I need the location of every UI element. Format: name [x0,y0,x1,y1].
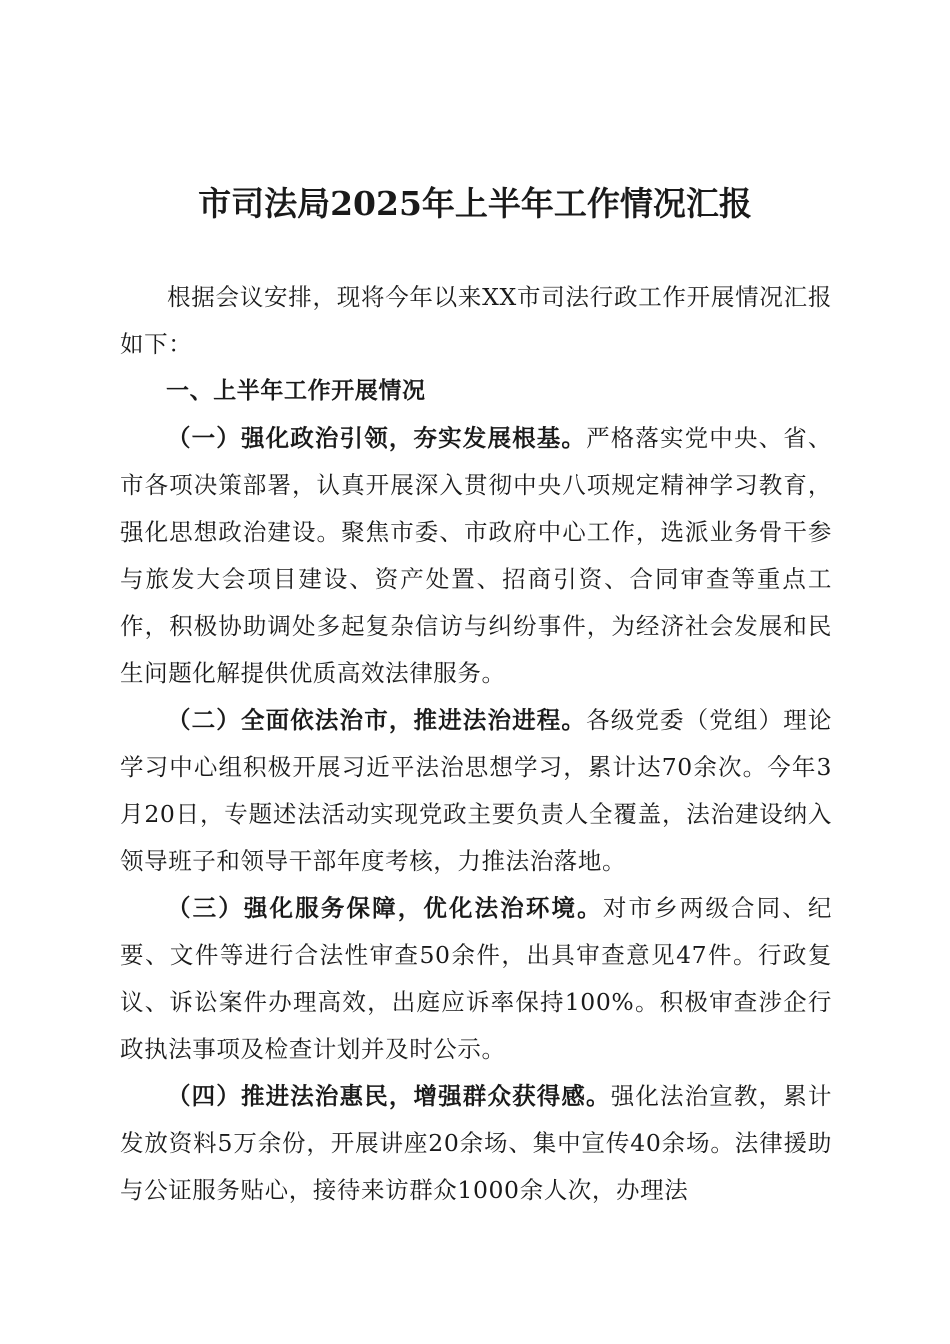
paragraph-4-text: 强化法治宣教，累计发放资料5万余份，开展讲座20余场、集中宣传40余场。法律援助与公证服务贴心，接待来访群众1000余人次，办理法 [120,1082,832,1204]
paragraph-1-lead: （一）强化政治引领，夯实发展根基。 [167,424,587,452]
document-title: 市司法局2025年上半年工作情况汇报 [198,184,752,223]
paragraph-2 [120,697,832,885]
paragraph-3 [120,885,832,1073]
paragraph-4 [120,1073,832,1214]
paragraph-1 [120,415,832,697]
paragraph-2-lead: （二）全面依法治市，推进法治进程。 [167,706,587,734]
paragraph-2-text: 各级党委（党组）理论学习中心组积极开展习近平法治思想学习，累计达70余次。今年3月20日，专题述法活动实现党政主要负责人全覆盖，法治建设纳入领导班子和领导干部年度考核，力推法治落地。 [120,706,833,875]
paragraph-3-text: 对市乡两级合同、纪要、文件等进行合法性审查50余件，出具审查意见47件。行政复议、诉讼案件办理高效，出庭应诉率保持100%。积极审查涉企行政执法事项及检查计划并及时公示。 [120,894,832,1063]
paragraph-1-text: 严格落实党中央、省、市各项决策部署，认真开展深入贯彻中央八项规定精神学习教育，强化思想政治建设。聚焦市委、市政府中心工作，选派业务骨干参与旅发大会项目建设、资产处置、招商引资、合同审查等重点工作，积极协助调处多起复杂信访与纠纷事件，为经济社会发展和民生问题化解提供优质高效法律服务。 [120,424,833,687]
document-body [120,274,832,1214]
paragraph-4-lead: （四）推进法治惠民，增强群众获得感。 [167,1082,611,1110]
section-heading: 一、上半年工作开展情况 [166,378,426,404]
paragraph-3-lead: （三）强化服务保障，优化法治环境。 [167,894,603,922]
intro-paragraph: 根据会议安排，现将今年以来XX市司法行政工作开展情况汇报如下： [120,283,832,358]
